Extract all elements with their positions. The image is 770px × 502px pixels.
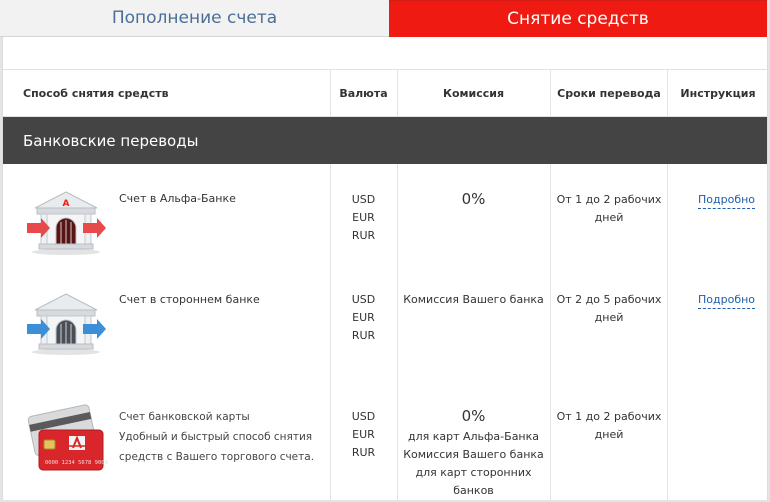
currency-item: USD bbox=[351, 293, 376, 306]
transfer-terms bbox=[551, 291, 667, 327]
fee-value: 0% bbox=[461, 190, 486, 208]
svg-text:0000 1234 5678 9000: 0000 1234 5678 9000 bbox=[45, 460, 108, 466]
section-bank-transfers bbox=[3, 117, 768, 164]
terms-line: дней bbox=[594, 428, 624, 441]
currency-item: EUR bbox=[352, 311, 375, 324]
currency-item: EUR bbox=[352, 211, 375, 224]
terms-line: От 2 до 5 рабочих bbox=[556, 293, 662, 306]
fee-block bbox=[397, 407, 550, 500]
card-method-text bbox=[119, 407, 314, 467]
column-divider bbox=[397, 70, 398, 116]
column-divider bbox=[667, 70, 668, 116]
currency-list bbox=[330, 408, 397, 462]
method-label: Счет в стороннем банке bbox=[119, 293, 260, 306]
tab-bar bbox=[0, 0, 770, 37]
terms-line: дней bbox=[594, 211, 624, 224]
details-link[interactable]: Подробно bbox=[698, 293, 755, 309]
transfer-terms bbox=[551, 191, 667, 227]
tab-withdraw[interactable]: Снятие средств bbox=[389, 0, 767, 37]
section-title: Банковские переводы bbox=[23, 131, 199, 150]
tab-deposit[interactable]: Пополнение счета bbox=[0, 0, 389, 37]
fee-note-line: Комиссия Вашего банка bbox=[403, 448, 544, 461]
method-label: Счет банковской карты bbox=[119, 411, 250, 423]
currency-list bbox=[330, 191, 397, 245]
fee-note-line: банков bbox=[453, 484, 494, 497]
svg-text:A: A bbox=[62, 199, 70, 209]
terms-line: От 1 до 2 рабочих bbox=[556, 193, 662, 206]
details-link[interactable]: Подробно bbox=[698, 193, 755, 209]
column-header-terms: Сроки перевода bbox=[557, 86, 661, 100]
currency-item: USD bbox=[351, 410, 376, 423]
terms-line: дней bbox=[594, 311, 624, 324]
fee-value: Комиссия Вашего банка bbox=[403, 293, 544, 306]
currency-item: RUR bbox=[351, 446, 376, 459]
transfer-terms bbox=[551, 408, 667, 444]
bank-building-icon bbox=[25, 292, 107, 356]
currency-item: EUR bbox=[352, 428, 375, 441]
fee-note-line: для карт Альфа-Банка bbox=[407, 430, 540, 443]
fee-value: 0% bbox=[461, 407, 486, 425]
column-divider bbox=[550, 70, 551, 116]
terms-line: От 1 до 2 рабочих bbox=[556, 410, 662, 423]
method-description-line: средств с Вашего торгового счета. bbox=[119, 451, 315, 463]
method-label: Счет в Альфа-Банке bbox=[119, 192, 236, 205]
currency-item: RUR bbox=[351, 229, 376, 242]
currency-item: USD bbox=[351, 193, 376, 206]
fee-note-line: для карт сторонних bbox=[415, 466, 532, 479]
bank-card-icon bbox=[23, 404, 109, 476]
column-header-method: Способ снятия средств bbox=[23, 86, 169, 100]
column-header-fee: Комиссия bbox=[442, 86, 505, 100]
column-header-instruction: Инструкция bbox=[680, 86, 756, 100]
withdrawal-table-panel bbox=[2, 37, 768, 500]
column-header-currency: Валюта bbox=[339, 86, 388, 100]
method-description-line: Удобный и быстрый способ снятия bbox=[119, 431, 313, 443]
currency-item: RUR bbox=[351, 329, 376, 342]
column-divider bbox=[667, 164, 668, 500]
currency-list bbox=[330, 291, 397, 345]
column-divider bbox=[330, 70, 331, 116]
alfa-bank-building-icon bbox=[25, 190, 107, 256]
